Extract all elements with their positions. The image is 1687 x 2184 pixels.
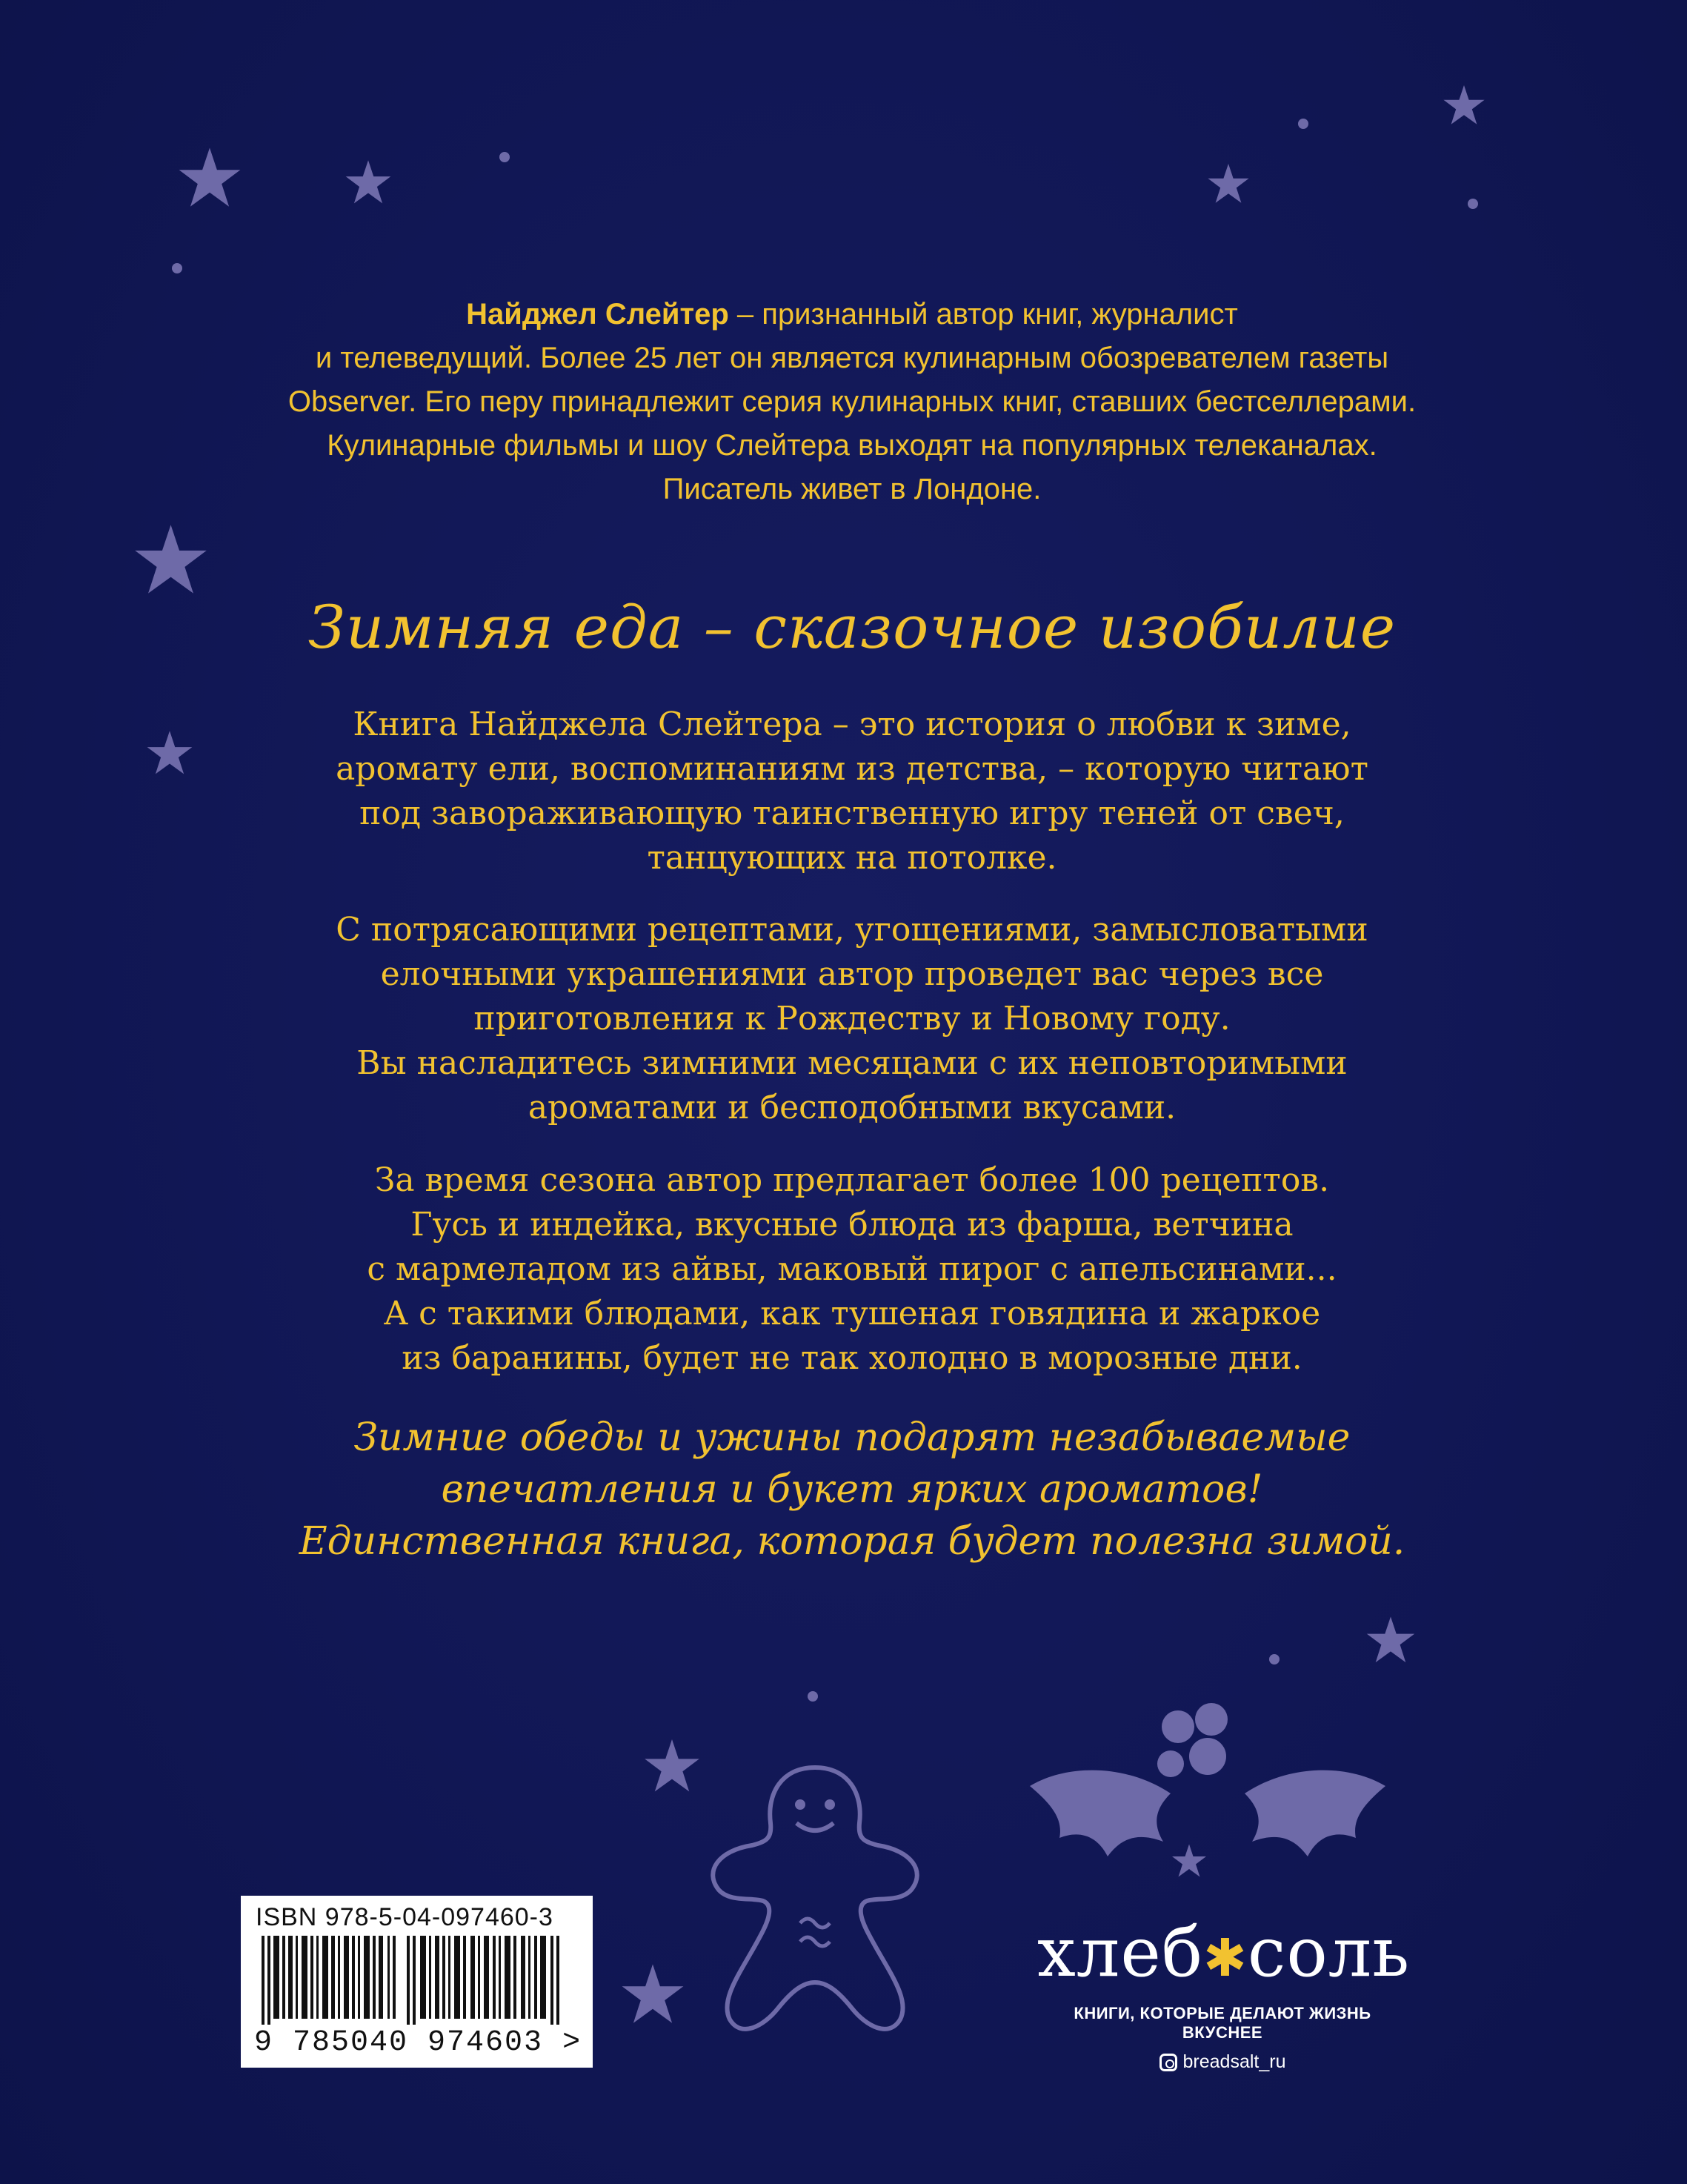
barcode bbox=[241, 1896, 593, 2068]
publisher-tagline: КНИГИ, КОТОРЫЕ ДЕЛАЮТ ЖИЗНЬ ВКУСНЕЕ bbox=[1074, 2004, 1371, 2042]
paragraph-line: Вы насладитесь зимними месяцами с их неповторимыми bbox=[356, 1044, 1348, 1082]
star-icon bbox=[1442, 83, 1486, 127]
bio-line: Писатель живет в Лондоне. bbox=[662, 473, 1042, 505]
paragraph-line: Книга Найджела Слейтера – это история о любви к зиме, bbox=[353, 706, 1351, 743]
paragraph-line: С потрясающими рецептами, угощениями, замысловатыми bbox=[336, 911, 1368, 949]
paragraph-line: Гусь и индейка, вкусные блюда из фарша, ветчина bbox=[410, 1206, 1294, 1244]
barcode-digits: 9 785040 974603 > bbox=[254, 2026, 582, 2059]
bio-line: Observer. Его перу принадлежит серия кулинарных книг, ставших бестселлерами. bbox=[287, 385, 1417, 418]
logo-wordmark bbox=[1037, 1913, 1411, 1995]
star-icon bbox=[132, 521, 210, 599]
instagram-icon bbox=[1159, 2054, 1177, 2071]
closing-line: Зимние обеды и ужины подарят незабываемые bbox=[353, 1415, 1351, 1460]
dot-decoration bbox=[499, 152, 510, 162]
star-icon bbox=[176, 145, 243, 211]
closing-statement bbox=[185, 1412, 1519, 1567]
description-paragraph bbox=[185, 703, 1519, 880]
social-handle bbox=[1037, 2051, 1408, 2073]
paragraph-line: танцующих на потолке. bbox=[647, 839, 1057, 877]
closing-line: Единственная книга, которая будет полезна зимой. bbox=[299, 1519, 1405, 1564]
author-bio bbox=[207, 293, 1497, 511]
logo-part: хлеб bbox=[1037, 1913, 1204, 1992]
publisher-logo bbox=[1037, 1913, 1411, 2073]
paragraph-line: с мармеладом из айвы, маковый пирог с апельсинами... bbox=[367, 1250, 1337, 1288]
paragraph-line: приготовления к Рождеству и Новому году. bbox=[473, 1000, 1231, 1038]
social-handle-text: breadsalt_ru bbox=[1182, 2051, 1286, 2073]
paragraph-line: А с такими блюдами, как тушеная говядина и жаркое bbox=[383, 1295, 1321, 1332]
dot-decoration bbox=[1269, 1654, 1280, 1664]
star-icon bbox=[1365, 1614, 1417, 1666]
star-icon bbox=[1206, 162, 1251, 206]
logo-part: соль bbox=[1247, 1913, 1411, 1992]
bio-line: и телеведущий. Более 25 лет он является кулинарным обозревателем газеты bbox=[315, 342, 1389, 374]
author-name: Найджел Слейтер bbox=[466, 298, 729, 331]
holly-icon bbox=[1022, 1682, 1393, 1875]
dot-decoration bbox=[172, 263, 182, 273]
isbn-label: ISBN 978-5-04-097460-3 bbox=[256, 1903, 553, 1931]
dot-decoration bbox=[1298, 119, 1308, 129]
star-icon bbox=[619, 1961, 686, 2028]
gingerbread-man-icon bbox=[689, 1753, 941, 2064]
paragraph-line: ароматами и бесподобными вкусами. bbox=[528, 1089, 1177, 1126]
paragraph-line: елочными украшениями автор проведет вас через все bbox=[380, 955, 1324, 993]
bio-line: – признанный автор книг, журналист bbox=[728, 298, 1238, 331]
headline: Зимняя еда – сказочное изобилие bbox=[307, 593, 1397, 662]
bio-line: Кулинарные фильмы и шоу Слейтера выходят на популярных телеканалах. bbox=[327, 429, 1377, 462]
sun-icon: ✱ bbox=[1203, 1928, 1248, 1989]
paragraph-line: из баранины, будет не так холодно в морозные дни. bbox=[402, 1339, 1302, 1377]
paragraph-line: аромату ели, воспоминаниям из детства, – которую читают bbox=[336, 750, 1368, 788]
description-paragraph bbox=[185, 908, 1519, 1130]
dot-decoration bbox=[1468, 199, 1478, 209]
star-icon bbox=[344, 158, 393, 207]
description-paragraph bbox=[185, 1158, 1519, 1381]
dot-decoration bbox=[808, 1691, 818, 1702]
closing-line: впечатления и букет ярких ароматов! bbox=[441, 1467, 1263, 1512]
barcode-bars bbox=[262, 1936, 573, 2025]
paragraph-line: За время сезона автор предлагает более 100 рецептов. bbox=[374, 1161, 1330, 1199]
paragraph-line: под завораживающую таинственную игру теней от свеч, bbox=[359, 794, 1345, 832]
